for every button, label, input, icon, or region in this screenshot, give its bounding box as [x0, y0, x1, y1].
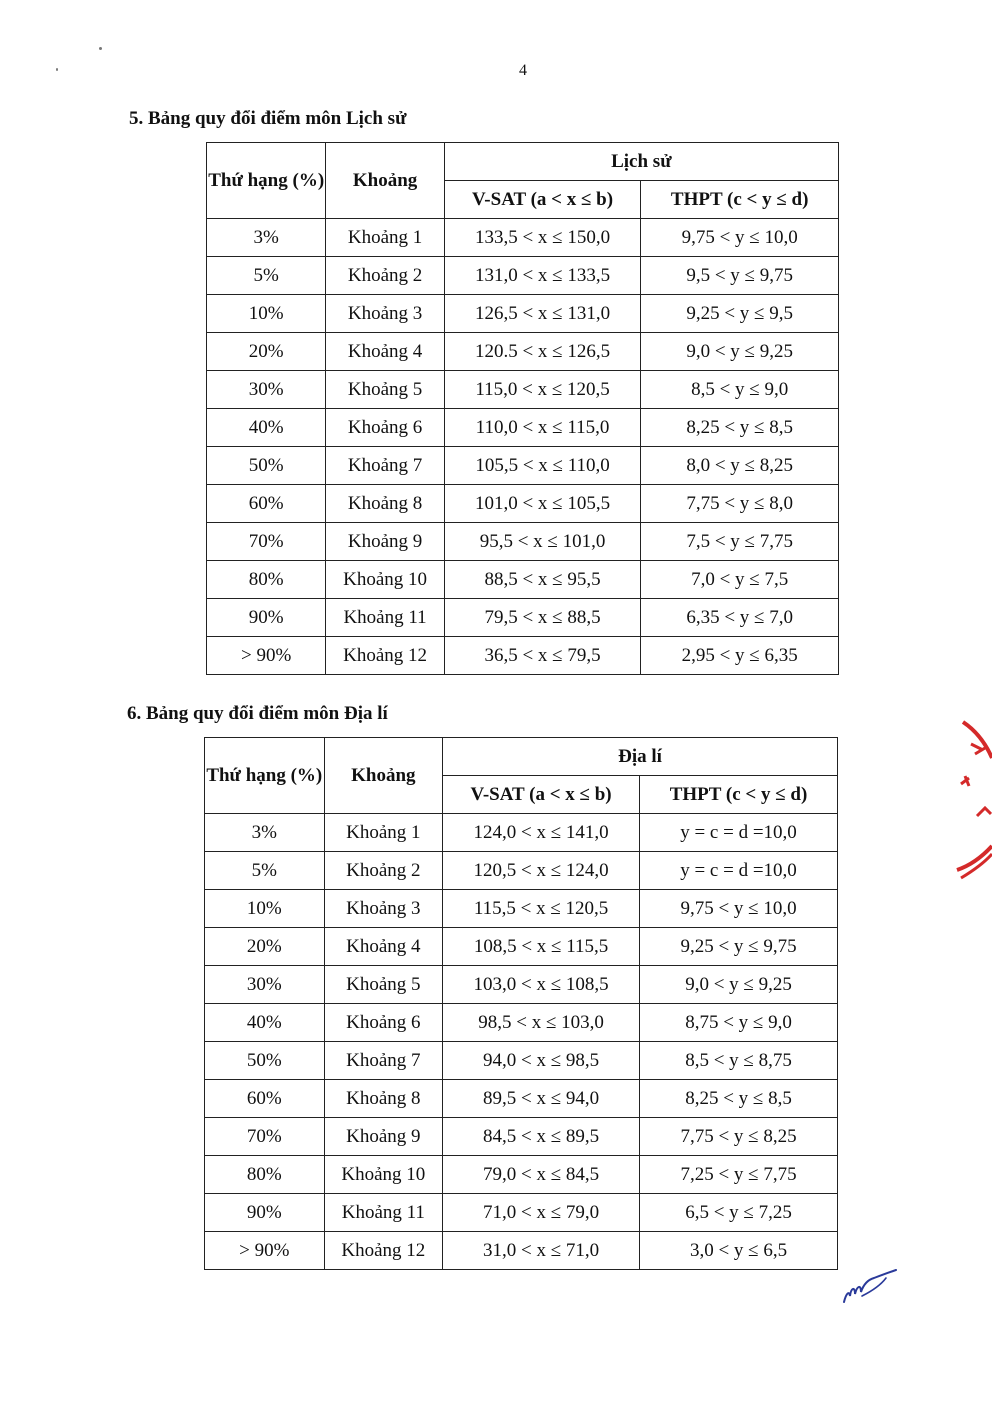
range-cell: Khoảng 7: [326, 447, 444, 485]
rank-cell: 10%: [205, 890, 325, 928]
range-cell: Khoảng 11: [324, 1194, 443, 1232]
vsat-cell: 105,5 < x ≤ 110,0: [444, 447, 641, 485]
rank-cell: 90%: [205, 1194, 325, 1232]
range-cell: Khoảng 6: [326, 409, 444, 447]
table-row: [207, 561, 839, 599]
table-row: [205, 966, 838, 1004]
vsat-cell: 120.5 < x ≤ 126,5: [444, 333, 641, 371]
table-row: [207, 485, 839, 523]
range-cell: Khoảng 5: [326, 371, 444, 409]
table-row: [207, 371, 839, 409]
table-row: [207, 219, 839, 257]
table-row: [207, 257, 839, 295]
thpt-cell: 6,35 < y ≤ 7,0: [641, 599, 839, 637]
vsat-cell: 84,5 < x ≤ 89,5: [443, 1118, 640, 1156]
thpt-cell: 8,5 < y ≤ 8,75: [640, 1042, 838, 1080]
range-cell: Khoảng 4: [326, 333, 444, 371]
rank-cell: 50%: [205, 1042, 325, 1080]
vsat-cell: 131,0 < x ≤ 133,5: [444, 257, 641, 295]
table-row: [205, 1156, 838, 1194]
thpt-cell: 9,25 < y ≤ 9,5: [641, 295, 839, 333]
table-row: [207, 295, 839, 333]
thpt-cell: 8,0 < y ≤ 8,25: [641, 447, 839, 485]
rank-cell: 60%: [205, 1080, 325, 1118]
vsat-cell: 95,5 < x ≤ 101,0: [444, 523, 641, 561]
rank-cell: 3%: [207, 219, 326, 257]
table-row: [205, 852, 838, 890]
vsat-cell: 103,0 < x ≤ 108,5: [443, 966, 640, 1004]
range-cell: Khoảng 9: [326, 523, 444, 561]
thpt-cell: 7,75 < y ≤ 8,0: [641, 485, 839, 523]
thpt-cell: y = c = d =10,0: [640, 814, 838, 852]
vsat-cell: 98,5 < x ≤ 103,0: [443, 1004, 640, 1042]
table-row: [205, 1118, 838, 1156]
range-cell: Khoảng 3: [324, 890, 443, 928]
thpt-cell: 9,0 < y ≤ 9,25: [641, 333, 839, 371]
table-row: [207, 637, 839, 675]
range-cell: Khoảng 8: [326, 485, 444, 523]
table-row: [205, 928, 838, 966]
table-row: [205, 1042, 838, 1080]
vsat-cell: 31,0 < x ≤ 71,0: [443, 1232, 640, 1270]
thpt-cell: 9,0 < y ≤ 9,25: [640, 966, 838, 1004]
rank-cell: > 90%: [207, 637, 326, 675]
rank-cell: 20%: [207, 333, 326, 371]
rank-cell: 60%: [207, 485, 326, 523]
range-cell: Khoảng 2: [326, 257, 444, 295]
header-rank: Thứ hạng (%): [207, 143, 326, 219]
rank-cell: 3%: [205, 814, 325, 852]
thpt-cell: y = c = d =10,0: [640, 852, 838, 890]
vsat-cell: 133,5 < x ≤ 150,0: [444, 219, 641, 257]
table-row: [205, 1232, 838, 1270]
header-thpt: THPT (c < y ≤ d): [640, 776, 838, 814]
header-range: Khoảng: [324, 738, 443, 814]
section-title-geography: 6. Bảng quy đổi điểm môn Địa lí: [127, 703, 388, 724]
table-body: [207, 219, 839, 675]
table-row: [205, 1080, 838, 1118]
rank-cell: 30%: [205, 966, 325, 1004]
rank-cell: 20%: [205, 928, 325, 966]
range-cell: Khoảng 1: [326, 219, 444, 257]
vsat-cell: 79,0 < x ≤ 84,5: [443, 1156, 640, 1194]
thpt-cell: 9,75 < y ≤ 10,0: [641, 219, 839, 257]
header-rank: Thứ hạng (%): [205, 738, 325, 814]
thpt-cell: 2,95 < y ≤ 6,35: [641, 637, 839, 675]
range-cell: Khoảng 12: [326, 637, 444, 675]
range-cell: Khoảng 11: [326, 599, 444, 637]
thpt-cell: 7,0 < y ≤ 7,5: [641, 561, 839, 599]
rank-cell: 80%: [207, 561, 326, 599]
vsat-cell: 101,0 < x ≤ 105,5: [444, 485, 641, 523]
range-cell: Khoảng 12: [324, 1232, 443, 1270]
thpt-cell: 7,25 < y ≤ 7,75: [640, 1156, 838, 1194]
history-conversion-table: [206, 142, 839, 675]
table-row: [207, 599, 839, 637]
table-row: [207, 409, 839, 447]
rank-cell: 10%: [207, 295, 326, 333]
rank-cell: 30%: [207, 371, 326, 409]
range-cell: Khoảng 5: [324, 966, 443, 1004]
vsat-cell: 120,5 < x ≤ 124,0: [443, 852, 640, 890]
range-cell: Khoảng 9: [324, 1118, 443, 1156]
vsat-cell: 115,0 < x ≤ 120,5: [444, 371, 641, 409]
range-cell: Khoảng 4: [324, 928, 443, 966]
range-cell: Khoảng 3: [326, 295, 444, 333]
table-row: [205, 814, 838, 852]
table-row: [207, 333, 839, 371]
rank-cell: 70%: [207, 523, 326, 561]
table-row: [205, 1194, 838, 1232]
official-seal-fragment: [955, 720, 992, 890]
range-cell: Khoảng 6: [324, 1004, 443, 1042]
rank-cell: 40%: [205, 1004, 325, 1042]
range-cell: Khoảng 1: [324, 814, 443, 852]
vsat-cell: 94,0 < x ≤ 98,5: [443, 1042, 640, 1080]
header-subject: Lịch sử: [444, 143, 838, 181]
section-title-history: 5. Bảng quy đổi điểm môn Lịch sử: [129, 108, 407, 129]
scan-speck: [99, 47, 102, 50]
thpt-cell: 8,75 < y ≤ 9,0: [640, 1004, 838, 1042]
rank-cell: 50%: [207, 447, 326, 485]
range-cell: Khoảng 8: [324, 1080, 443, 1118]
thpt-cell: 7,75 < y ≤ 8,25: [640, 1118, 838, 1156]
table-row: [207, 523, 839, 561]
vsat-cell: 115,5 < x ≤ 120,5: [443, 890, 640, 928]
range-cell: Khoảng 10: [324, 1156, 443, 1194]
thpt-cell: 8,25 < y ≤ 8,5: [641, 409, 839, 447]
rank-cell: 5%: [205, 852, 325, 890]
header-vsat: V-SAT (a < x ≤ b): [444, 181, 641, 219]
thpt-cell: 8,25 < y ≤ 8,5: [640, 1080, 838, 1118]
range-cell: Khoảng 7: [324, 1042, 443, 1080]
thpt-cell: 3,0 < y ≤ 6,5: [640, 1232, 838, 1270]
header-range: Khoảng: [326, 143, 444, 219]
thpt-cell: 8,5 < y ≤ 9,0: [641, 371, 839, 409]
thpt-cell: 7,5 < y ≤ 7,75: [641, 523, 839, 561]
header-thpt: THPT (c < y ≤ d): [641, 181, 839, 219]
rank-cell: 80%: [205, 1156, 325, 1194]
rank-cell: 40%: [207, 409, 326, 447]
vsat-cell: 110,0 < x ≤ 115,0: [444, 409, 641, 447]
vsat-cell: 71,0 < x ≤ 79,0: [443, 1194, 640, 1232]
vsat-cell: 36,5 < x ≤ 79,5: [444, 637, 641, 675]
range-cell: Khoảng 10: [326, 561, 444, 599]
rank-cell: > 90%: [205, 1232, 325, 1270]
vsat-cell: 89,5 < x ≤ 94,0: [443, 1080, 640, 1118]
vsat-cell: 126,5 < x ≤ 131,0: [444, 295, 641, 333]
page-number: 4: [519, 62, 527, 79]
thpt-cell: 9,75 < y ≤ 10,0: [640, 890, 838, 928]
header-subject: Địa lí: [443, 738, 838, 776]
thpt-cell: 9,25 < y ≤ 9,75: [640, 928, 838, 966]
rank-cell: 90%: [207, 599, 326, 637]
vsat-cell: 79,5 < x ≤ 88,5: [444, 599, 641, 637]
vsat-cell: 88,5 < x ≤ 95,5: [444, 561, 641, 599]
table-body: [205, 814, 838, 1270]
vsat-cell: 108,5 < x ≤ 115,5: [443, 928, 640, 966]
vsat-cell: 124,0 < x ≤ 141,0: [443, 814, 640, 852]
thpt-cell: 9,5 < y ≤ 9,75: [641, 257, 839, 295]
rank-cell: 70%: [205, 1118, 325, 1156]
thpt-cell: 6,5 < y ≤ 7,25: [640, 1194, 838, 1232]
range-cell: Khoảng 2: [324, 852, 443, 890]
table-row: [207, 447, 839, 485]
table-row: [205, 1004, 838, 1042]
header-vsat: V-SAT (a < x ≤ b): [443, 776, 640, 814]
rank-cell: 5%: [207, 257, 326, 295]
table-row: [205, 890, 838, 928]
geography-conversion-table: [204, 737, 838, 1270]
handwritten-initials: [840, 1268, 900, 1308]
